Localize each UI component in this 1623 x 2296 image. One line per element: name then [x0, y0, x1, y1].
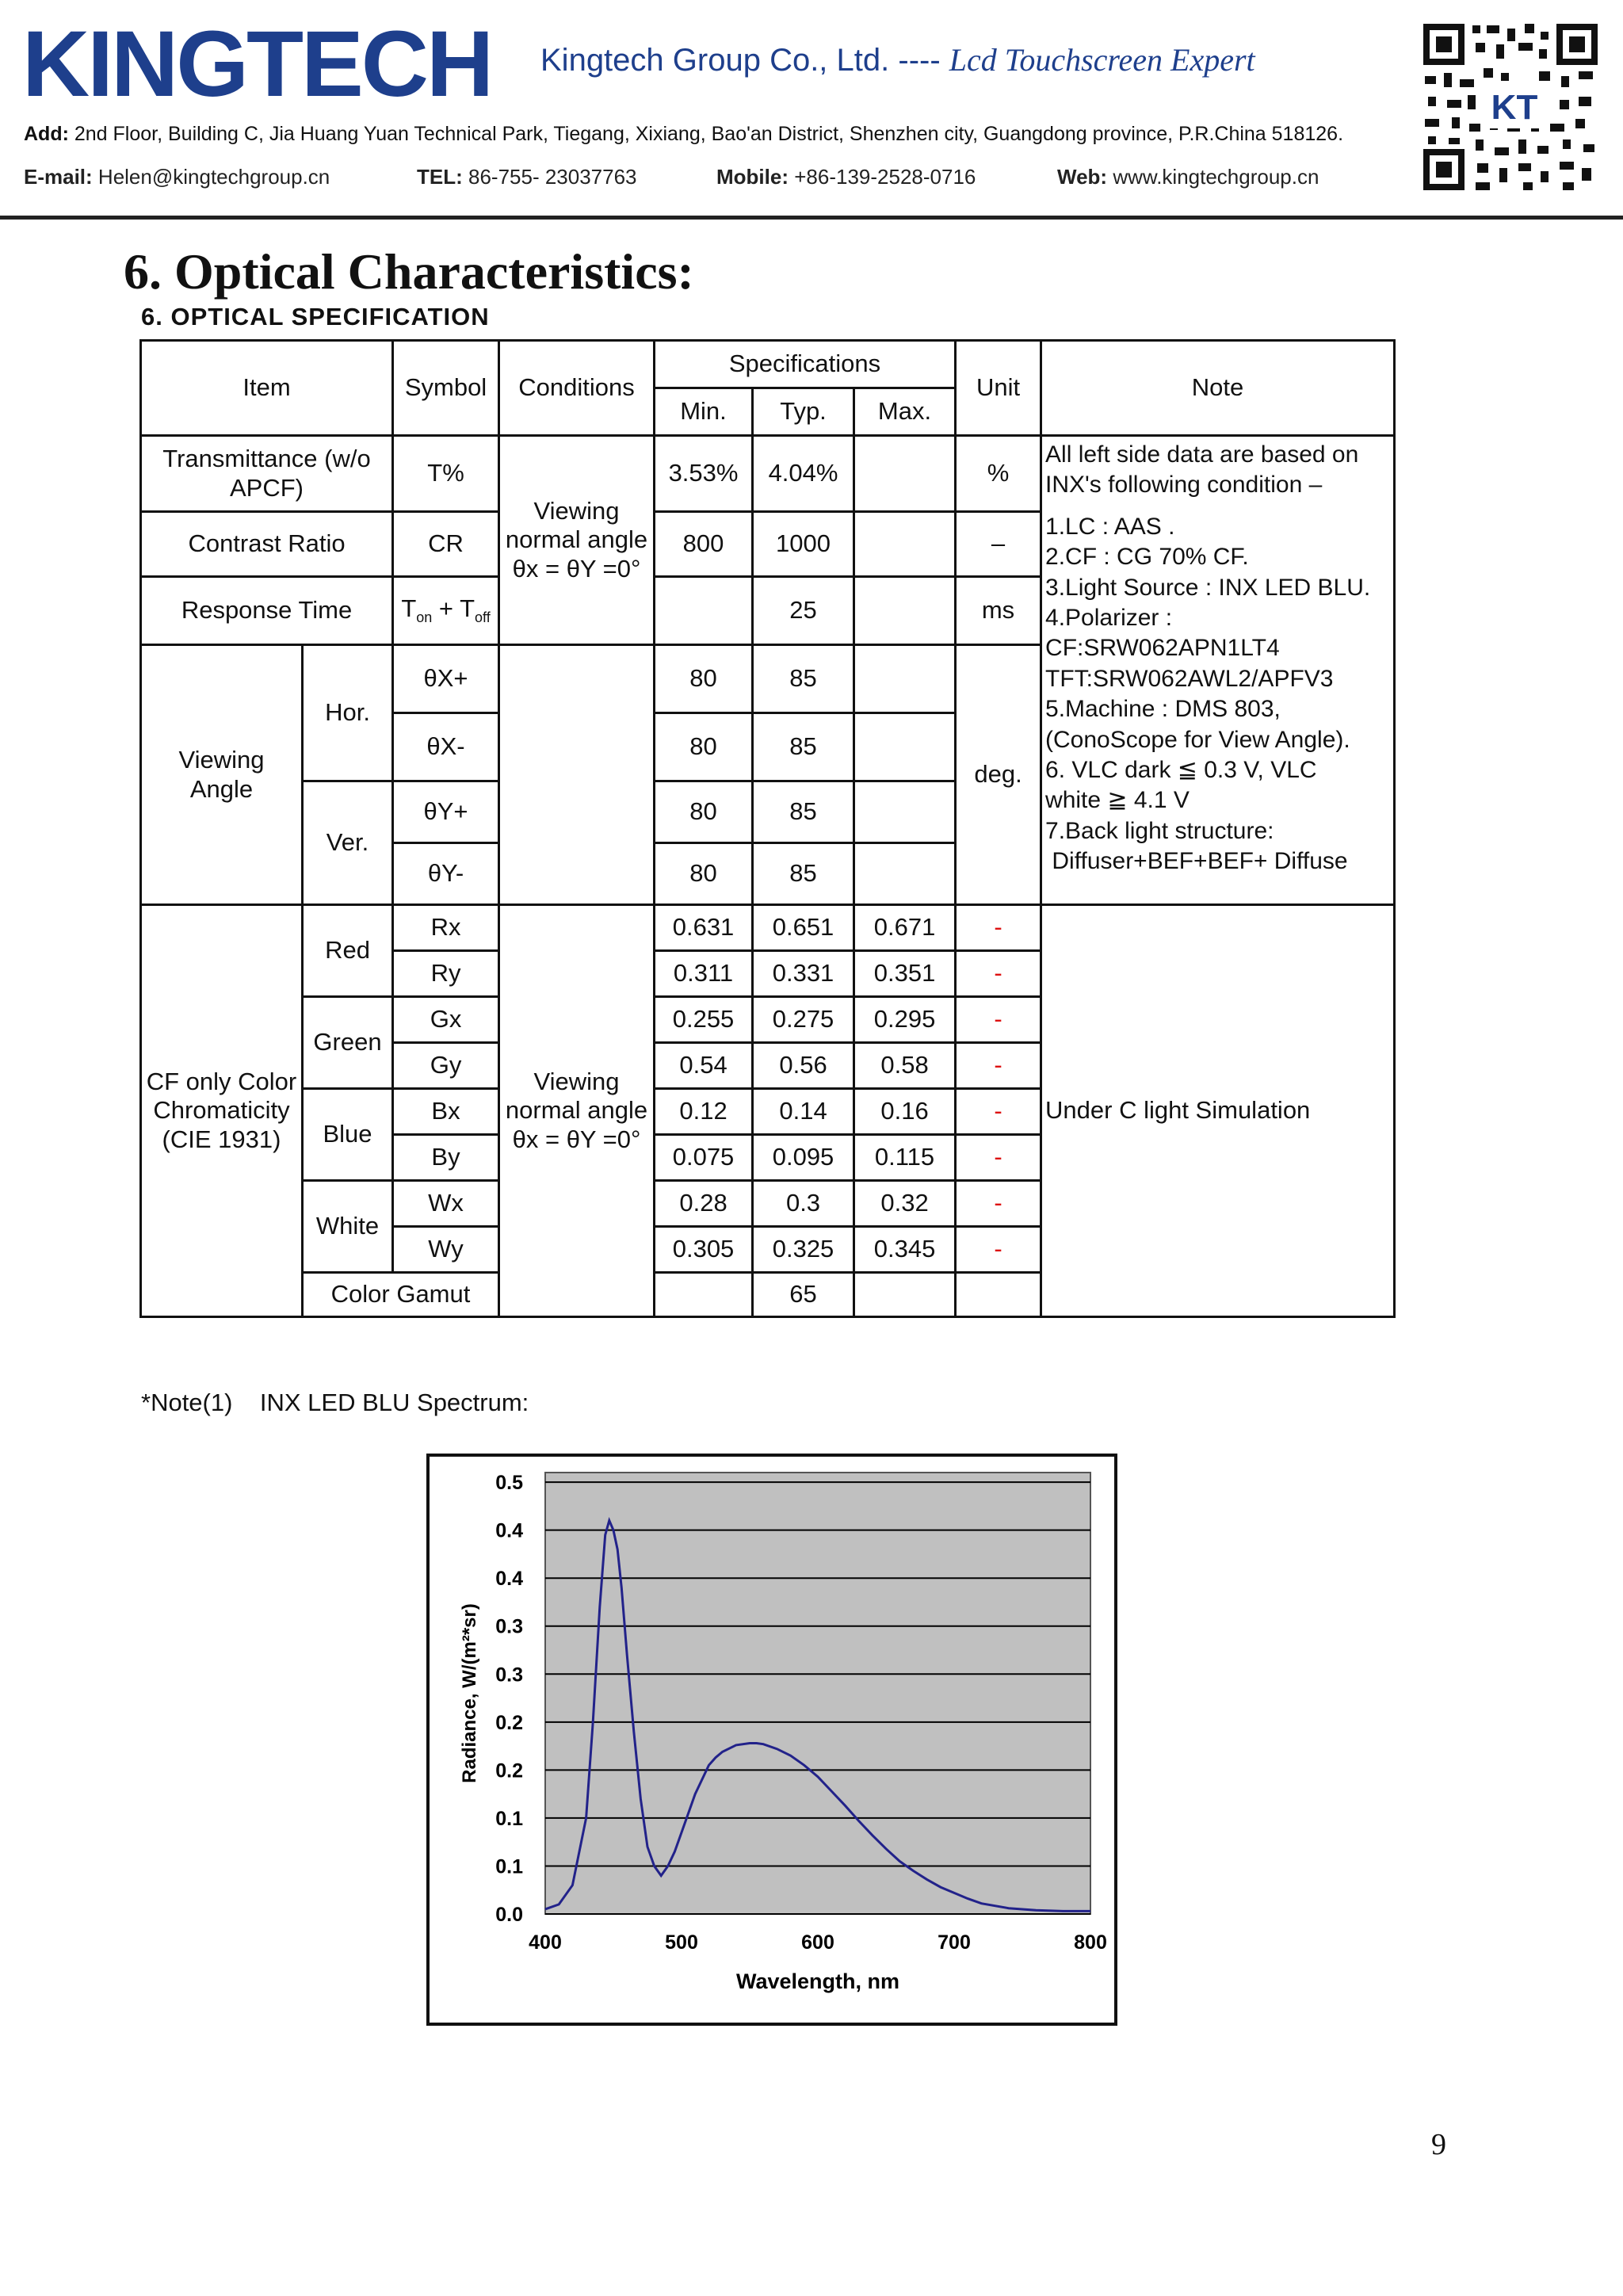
table-header-row	[141, 341, 1395, 388]
viewing-typ: 85	[753, 713, 854, 781]
viewing-max	[854, 713, 956, 781]
chroma-min: 0.255	[655, 997, 753, 1043]
contrast-min: 800	[655, 512, 753, 577]
y-tick-label: 0.3	[495, 1664, 523, 1687]
viewing-max	[854, 843, 956, 905]
company-name: Kingtech Group Co., Ltd. ----	[540, 43, 941, 78]
x-tick-labels	[529, 1931, 1107, 1954]
viewing-hor: Hor.	[303, 645, 393, 781]
head-symbol: Symbol	[393, 341, 499, 436]
chroma-max: 0.671	[854, 905, 956, 951]
note-line: 5.Machine : DMS 803,	[1045, 696, 1281, 723]
response-symbol-t: T	[401, 594, 417, 623]
qr-code-icon	[1420, 21, 1601, 193]
viewing-min: 80	[655, 781, 753, 843]
response-sub-off: off	[475, 609, 491, 626]
viewing-typ: 85	[753, 781, 854, 843]
spectrum-note	[141, 1389, 529, 1417]
viewing-min: 80	[655, 645, 753, 713]
response-typ: 25	[753, 577, 854, 645]
note-line: 2.CF : CG 70% CF.	[1045, 544, 1249, 571]
chroma-max: 0.345	[854, 1227, 956, 1273]
viewing-min: 80	[655, 843, 753, 905]
mobile-contact	[716, 165, 976, 189]
mobile-number: +86-139-2528-0716	[794, 165, 976, 189]
chroma-color: Red	[303, 905, 393, 997]
page-number: 9	[1431, 2128, 1446, 2161]
note-line: INX's following condition –	[1045, 472, 1323, 499]
company-logo: KINGTECH	[22, 12, 492, 117]
tel-label: TEL:	[417, 165, 463, 189]
gamut-typ: 65	[753, 1273, 854, 1317]
viewing-max	[854, 781, 956, 843]
transmittance-min: 3.53%	[655, 436, 753, 512]
web-contact	[1057, 165, 1319, 189]
transmittance-unit: %	[956, 436, 1041, 512]
contrast-unit: –	[956, 512, 1041, 577]
transmittance-max	[854, 436, 956, 512]
response-sub-on: on	[416, 609, 433, 626]
chroma-unit: -	[956, 1043, 1041, 1089]
viewing-typ: 85	[753, 645, 854, 713]
chroma-unit: -	[956, 1135, 1041, 1181]
head-note: Note	[1041, 341, 1395, 436]
chroma-min: 0.631	[655, 905, 753, 951]
chroma-unit: -	[956, 1227, 1041, 1273]
y-tick-label: 0.1	[495, 1807, 523, 1830]
note-line: 7.Back light structure:	[1045, 817, 1274, 844]
chroma-typ: 0.3	[753, 1181, 854, 1227]
viewing-conditions-empty	[499, 645, 655, 905]
chroma-symbol: Ry	[393, 951, 499, 997]
address-text: 2nd Floor, Building C, Jia Huang Yuan Technical Park, Tiegang, Xixiang, Bao'an District, Shenzhen city, Guangdong province, P.R.China 518126.	[74, 123, 1344, 145]
web-label: Web:	[1057, 165, 1108, 189]
note1-label: *Note(1)	[141, 1389, 233, 1416]
table-row	[141, 436, 1395, 512]
sub-title: 6. OPTICAL SPECIFICATION	[141, 303, 490, 330]
response-max	[854, 577, 956, 645]
chroma-unit: -	[956, 997, 1041, 1043]
transmittance-symbol: T%	[393, 436, 499, 512]
y-tick-label: 0.4	[495, 1568, 523, 1591]
chroma-min: 0.075	[655, 1135, 753, 1181]
tel-number: 86-755- 23037763	[468, 165, 637, 189]
x-tick-label: 500	[665, 1931, 698, 1954]
note-line: Diffuser+BEF+BEF+ Diffuse	[1045, 848, 1348, 875]
viewing-typ: 85	[753, 843, 854, 905]
email-label: E-mail:	[24, 165, 93, 189]
section-title: 6. Optical Characteristics:	[124, 243, 694, 300]
x-axis-label: Wavelength, nm	[735, 1969, 900, 1993]
chroma-typ: 0.275	[753, 997, 854, 1043]
note-line: white ≧ 4.1 V	[1045, 787, 1190, 814]
x-tick-label: 800	[1074, 1931, 1107, 1954]
viewing-symbol: θY-	[393, 843, 499, 905]
y-tick-label: 0.2	[495, 1711, 523, 1734]
y-tick-label: 0.0	[495, 1904, 523, 1926]
y-axis-label: Radiance, W/(m²*sr)	[459, 1603, 480, 1783]
transmittance-item: Transmittance (w/o APCF)	[141, 436, 393, 512]
gamut-unit	[956, 1273, 1041, 1317]
chroma-conditions	[499, 905, 655, 1317]
spectrum-chart	[426, 1454, 1117, 2026]
gamut-label: Color Gamut	[303, 1273, 499, 1317]
gamut-min	[655, 1273, 753, 1317]
response-symbol	[393, 577, 499, 645]
contrast-max	[854, 512, 956, 577]
condition-line-1: Viewing	[533, 496, 620, 525]
note-line	[1045, 501, 1390, 512]
chroma-condition-line-1: Viewing	[533, 1067, 620, 1095]
chroma-min: 0.12	[655, 1089, 753, 1135]
response-unit: ms	[956, 577, 1041, 645]
note-line: All left side data are based on	[1045, 441, 1359, 468]
chroma-symbol: Gy	[393, 1043, 499, 1089]
chroma-symbol: Gx	[393, 997, 499, 1043]
head-min: Min.	[655, 388, 753, 436]
chroma-condition-line-2: normal angle	[505, 1096, 648, 1125]
x-tick-label: 700	[938, 1931, 971, 1954]
chroma-min: 0.54	[655, 1043, 753, 1089]
letterhead	[0, 0, 1623, 220]
optical-conditions	[499, 436, 655, 645]
transmittance-typ: 4.04%	[753, 436, 854, 512]
chroma-color: Blue	[303, 1089, 393, 1181]
email-contact	[24, 165, 330, 189]
viewing-ver: Ver.	[303, 781, 393, 905]
chroma-typ: 0.14	[753, 1089, 854, 1135]
viewing-symbol: θX-	[393, 713, 499, 781]
condition-line-2: normal angle	[505, 525, 648, 554]
viewing-symbol: θY+	[393, 781, 499, 843]
head-item: Item	[141, 341, 393, 436]
y-tick-label: 0.2	[495, 1759, 523, 1782]
x-tick-label: 400	[529, 1931, 562, 1954]
note-line: 1.LC : AAS .	[1045, 513, 1175, 540]
y-tick-label: 0.4	[495, 1519, 523, 1542]
address-label: Add:	[24, 123, 69, 145]
conditions-note	[1041, 436, 1395, 905]
chroma-min: 0.305	[655, 1227, 753, 1273]
response-symbol-plus: + T	[432, 594, 475, 623]
chroma-max: 0.351	[854, 951, 956, 997]
head-specifications: Specifications	[655, 341, 956, 388]
chroma-symbol: Rx	[393, 905, 499, 951]
chroma-unit: -	[956, 1181, 1041, 1227]
note-line: 3.Light Source : INX LED BLU.	[1045, 574, 1371, 601]
chroma-symbol: Bx	[393, 1089, 499, 1135]
chroma-max: 0.115	[854, 1135, 956, 1181]
plot-area	[545, 1473, 1090, 1914]
chroma-symbol: Wy	[393, 1227, 499, 1273]
condition-line-3: θx = θY =0°	[512, 554, 641, 583]
chroma-unit: -	[956, 1089, 1041, 1135]
email-link[interactable]: Helen@kingtechgroup.cn	[97, 165, 330, 189]
viewing-max	[854, 645, 956, 713]
viewing-unit: deg.	[956, 645, 1041, 905]
company-line	[540, 41, 1255, 78]
head-unit: Unit	[956, 341, 1041, 436]
chroma-unit: -	[956, 951, 1041, 997]
y-tick-labels	[495, 1472, 523, 1926]
contrast-typ: 1000	[753, 512, 854, 577]
contrast-symbol: CR	[393, 512, 499, 577]
spectrum-chart-svg	[430, 1457, 1114, 2023]
chroma-color: White	[303, 1181, 393, 1273]
note-line: (ConoScope for View Angle).	[1045, 726, 1350, 753]
table-row	[141, 905, 1395, 951]
head-max: Max.	[854, 388, 956, 436]
chroma-note: Under C light Simulation	[1041, 905, 1395, 1317]
chroma-condition-line-3: θx = θY =0°	[512, 1125, 641, 1153]
y-tick-label: 0.1	[495, 1855, 523, 1878]
chroma-max: 0.58	[854, 1043, 956, 1089]
chroma-symbol: Wx	[393, 1181, 499, 1227]
note-line: 6. VLC dark ≦ 0.3 V, VLC	[1045, 756, 1317, 783]
contrast-item: Contrast Ratio	[141, 512, 393, 577]
note-line: TFT:SRW062AWL2/APFV3	[1045, 665, 1334, 692]
chroma-color: Green	[303, 997, 393, 1089]
company-address	[24, 123, 1343, 146]
mobile-label: Mobile:	[716, 165, 789, 189]
viewing-symbol: θX+	[393, 645, 499, 713]
note-line: CF:SRW062APN1LT4	[1045, 635, 1280, 662]
chroma-min: 0.28	[655, 1181, 753, 1227]
tel-contact	[417, 165, 637, 189]
viewing-min: 80	[655, 713, 753, 781]
chroma-max: 0.32	[854, 1181, 956, 1227]
chroma-unit: -	[956, 905, 1041, 951]
note1-text: INX LED BLU Spectrum:	[259, 1389, 529, 1416]
chroma-max: 0.295	[854, 997, 956, 1043]
head-typ: Typ.	[753, 388, 854, 436]
chroma-typ: 0.331	[753, 951, 854, 997]
gamut-max	[854, 1273, 956, 1317]
note-line: 4.Polarizer :	[1045, 604, 1173, 631]
y-tick-label: 0.5	[495, 1472, 523, 1495]
chromaticity-item: CF only Color Chromaticity (CIE 1931)	[141, 905, 303, 1317]
optical-spec-table	[139, 339, 1396, 1318]
chroma-max: 0.16	[854, 1089, 956, 1135]
chroma-typ: 0.095	[753, 1135, 854, 1181]
x-tick-label: 600	[801, 1931, 834, 1954]
chroma-min: 0.311	[655, 951, 753, 997]
web-link[interactable]: www.kingtechgroup.cn	[1113, 165, 1319, 189]
response-min	[655, 577, 753, 645]
viewing-angle-item: Viewing Angle	[141, 645, 303, 905]
qr-badge-text: KT	[1491, 88, 1538, 127]
chroma-symbol: By	[393, 1135, 499, 1181]
response-item: Response Time	[141, 577, 393, 645]
chroma-typ: 0.651	[753, 905, 854, 951]
y-tick-label: 0.3	[495, 1615, 523, 1638]
head-conditions: Conditions	[499, 341, 655, 436]
company-slogan: Lcd Touchscreen Expert	[949, 42, 1255, 78]
chroma-typ: 0.56	[753, 1043, 854, 1089]
chroma-typ: 0.325	[753, 1227, 854, 1273]
